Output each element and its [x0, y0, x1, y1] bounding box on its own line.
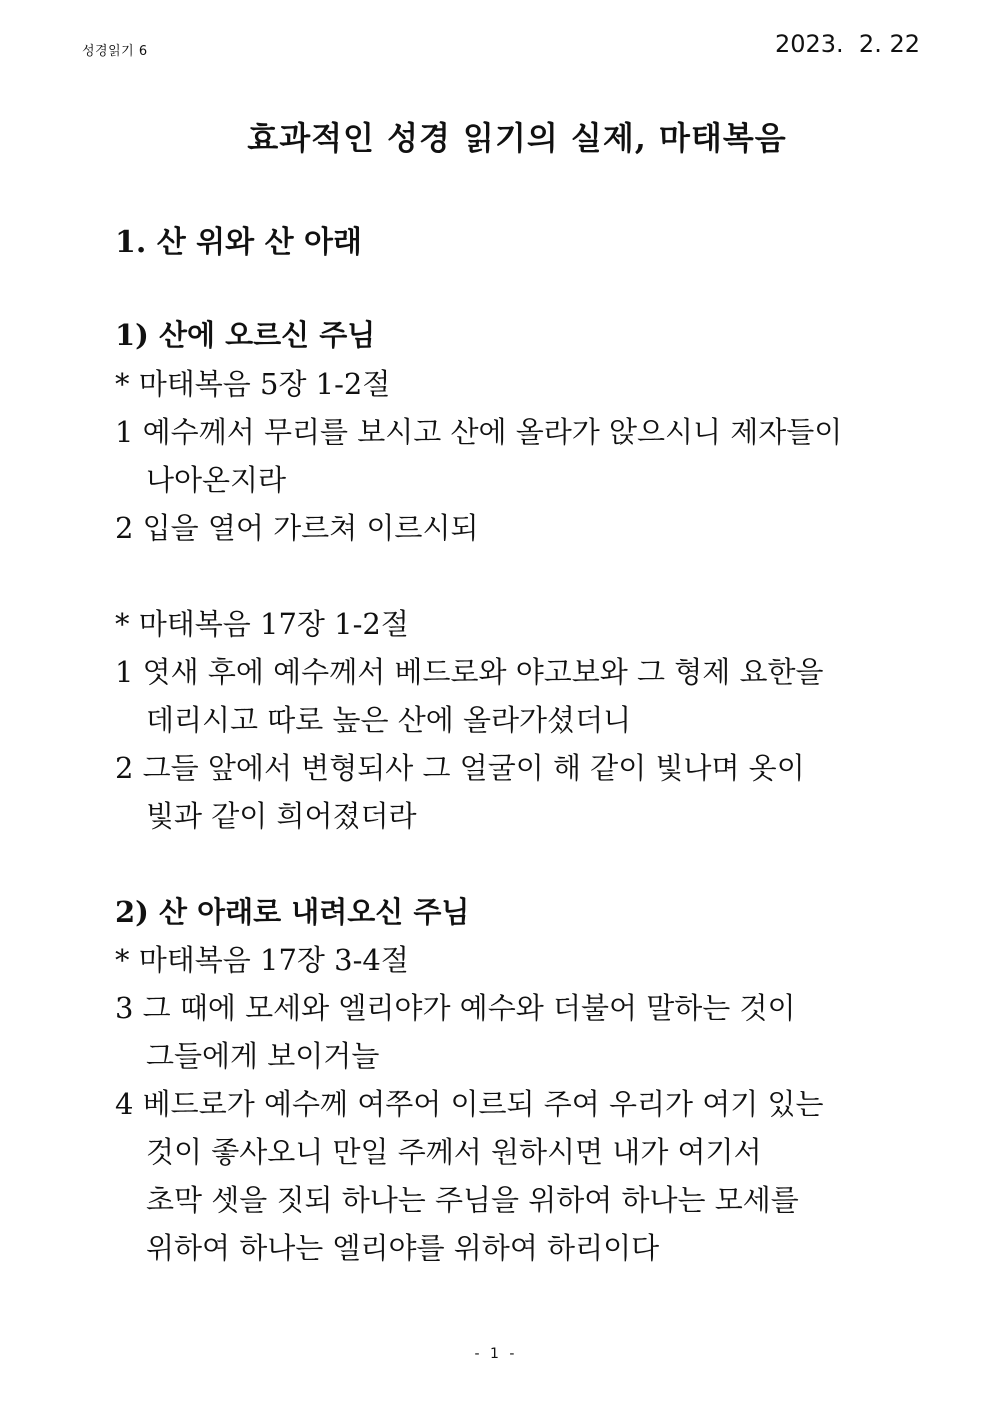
- subsection-heading-1: 1) 산에 오르신 주님: [115, 318, 376, 352]
- verse-line: 3 그 때에 모세와 엘리야가 예수와 더불어 말하는 것이: [115, 991, 796, 1025]
- section-heading: 1. 산 위와 산 아래: [115, 225, 362, 260]
- scripture-reference-1: * 마태복음 5장 1-2절: [115, 367, 391, 401]
- verse-line: 1 엿새 후에 예수께서 베드로와 야고보와 그 형제 요한을: [115, 655, 824, 689]
- verse-line: 1 예수께서 무리를 보시고 산에 올라가 앉으시니 제자들이: [115, 415, 843, 449]
- subsection-heading-2: 2) 산 아래로 내려오신 주님: [115, 895, 470, 929]
- verse-line-continued: 위하여 하나는 엘리야를 위하여 하리이다: [146, 1231, 660, 1265]
- scripture-reference-3: * 마태복음 17장 3-4절: [115, 943, 409, 977]
- header-series-label: 성경읽기 6: [82, 44, 148, 59]
- document-title: 효과적인 성경 읽기의 실제, 마태복음: [247, 119, 787, 157]
- verse-line-continued: 초막 셋을 짓되 하나는 주님을 위하여 하나는 모세를: [146, 1183, 799, 1217]
- scripture-reference-2: * 마태복음 17장 1-2절: [115, 607, 409, 641]
- verse-line-continued: 나아온지라: [146, 463, 287, 497]
- verse-line-continued: 그들에게 보이거늘: [146, 1039, 380, 1073]
- verse-line: 4 베드로가 예수께 여쭈어 이르되 주여 우리가 여기 있는: [115, 1087, 824, 1121]
- page-number: - 1 -: [474, 1346, 518, 1362]
- header-date: 2023. 2. 22: [774, 30, 920, 58]
- verse-line: 2 그들 앞에서 변형되사 그 얼굴이 해 같이 빛나며 옷이: [115, 751, 805, 785]
- verse-line-continued: 데리시고 따로 높은 산에 올라가셨더니: [146, 703, 632, 737]
- verse-line-continued: 빛과 같이 희어졌더라: [146, 799, 417, 833]
- verse-line: 2 입을 열어 가르쳐 이르시되: [115, 511, 479, 545]
- verse-line-continued: 것이 좋사오니 만일 주께서 원하시면 내가 여기서: [146, 1135, 762, 1169]
